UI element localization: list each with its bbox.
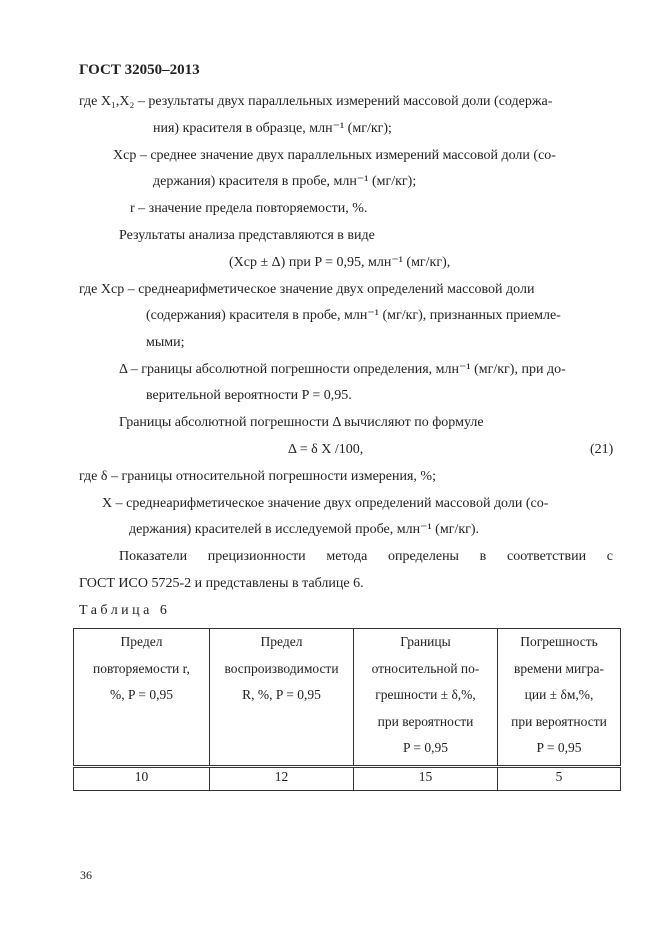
- table-cell: 10: [74, 767, 210, 791]
- definition-line: мыми;: [146, 335, 185, 350]
- table-row: [74, 767, 621, 791]
- document-code: ГОСТ 32050–2013: [79, 62, 200, 78]
- table-header-cell: Погрешность времени мигра- ции ± δм,%, при вероятности P = 0,95: [498, 629, 621, 767]
- table-caption: Таблица 6: [79, 603, 171, 618]
- table-cell: 12: [210, 767, 354, 791]
- results-formula: (Xср ± Δ) при P = 0,95, млн⁻¹ (мг/кг),: [229, 255, 451, 270]
- table-header-cell: Предел повторяемости r, %, P = 0,95: [74, 629, 210, 767]
- definition-line: держания) красителей в исследуемой пробе, млн⁻¹ (мг/кг).: [129, 522, 480, 537]
- definition-line: где δ – границы относительной погрешности измерения, %;: [79, 469, 436, 484]
- definition-line: X – среднеарифметическое значение двух определений массовой доли (со-: [102, 496, 549, 511]
- definition-line: где Xср – среднеарифметическое значение двух определений массовой доли: [79, 282, 535, 297]
- results-intro: Результаты анализа представляются в виде: [119, 228, 375, 243]
- table-6: [73, 628, 621, 791]
- definition-line: Δ – границы абсолютной погрешности определения, млн⁻¹ (мг/кг), при до-: [119, 362, 566, 377]
- definition-line: (содержания) красителя в пробе, млн⁻¹ (мг/кг), признанных приемле-: [146, 308, 561, 323]
- definition-line: r – значение предела повторяемости, %.: [130, 201, 368, 216]
- table-header-cell: Границы относительной по- грешности ± δ,%, при вероятности P = 0,95: [354, 629, 498, 767]
- definition-line: Xср – среднее значение двух параллельных измерений массовой доли (со-: [113, 148, 556, 163]
- precision-paragraph: ГОСТ ИСО 5725-2 и представлены в таблице 6.: [79, 576, 364, 591]
- definition-line: где X₁,X₂ – результаты двух параллельных измерений массовой доли (содержа-: [79, 94, 553, 109]
- table-cell: 5: [498, 767, 621, 791]
- table-header-cell: Предел воспроизводимости R, %, P = 0,95: [210, 629, 354, 767]
- precision-paragraph: Показатели прецизионности метода определены в соответствии с: [119, 549, 613, 564]
- formula-number: (21): [590, 442, 614, 457]
- definition-line: верительной вероятности P = 0,95.: [146, 388, 352, 403]
- definition-line: держания) красителя в пробе, млн⁻¹ (мг/кг);: [153, 174, 417, 189]
- formula-21: Δ = δ X /100,: [288, 442, 364, 457]
- page-number: 36: [80, 868, 92, 882]
- table-header-row: [74, 629, 621, 767]
- definition-line: ния) красителя в образце, млн⁻¹ (мг/кг);: [153, 121, 392, 136]
- abs-error-intro: Границы абсолютной погрешности Δ вычисляют по формуле: [119, 415, 484, 430]
- table-cell: 15: [354, 767, 498, 791]
